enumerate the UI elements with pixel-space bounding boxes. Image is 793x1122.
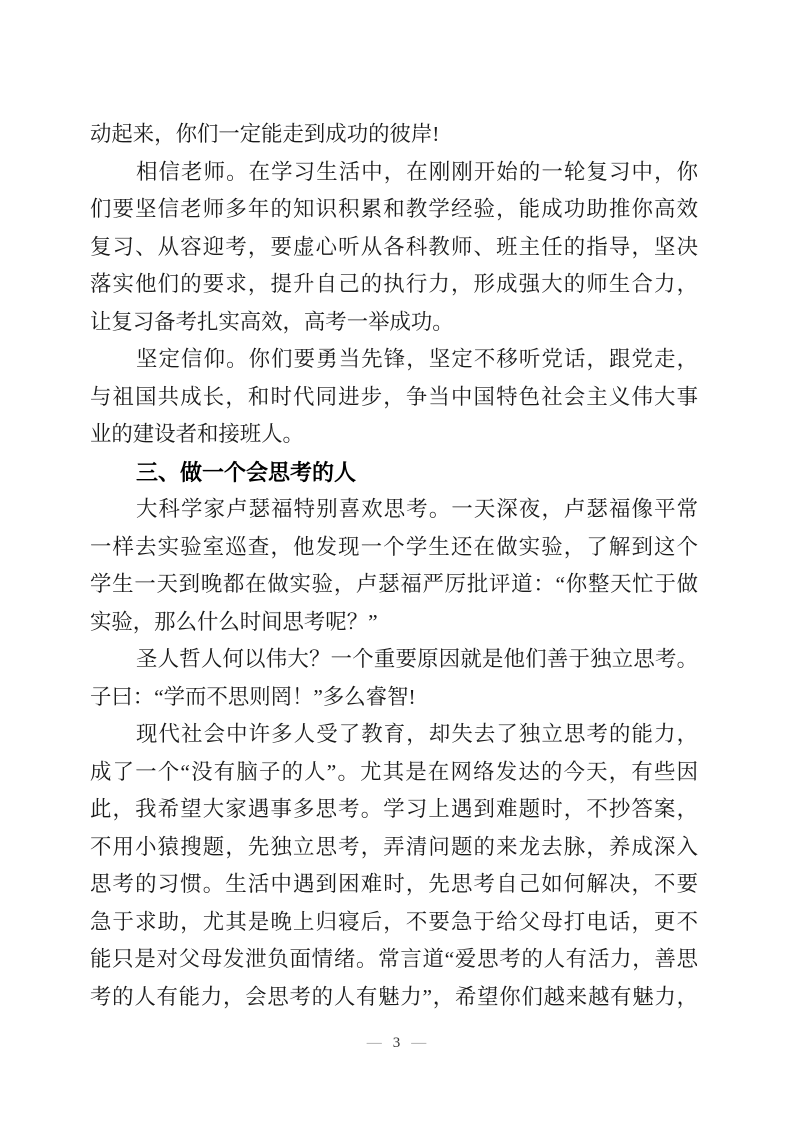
text-line: 不用小猿搜题，先独立思考，弄清问题的来龙去脉，养成深入 xyxy=(90,834,698,859)
text-line: 学生一天到晚都在做实验，卢瑟福严厉批评道：“你整天忙于做 xyxy=(90,572,698,596)
text-line: 子曰：“学而不思则罔！”多么睿智! xyxy=(90,684,416,709)
text-line: 圣人哲人何以伟大？一个重要原因就是他们善于独立思考。 xyxy=(136,647,698,671)
text-line: 现代社会中许多人受了教育，却失去了独立思考的能力， xyxy=(136,722,698,746)
footer-left-dash: — xyxy=(366,1035,382,1051)
text-line: 能只是对父母发泄负面情绪。常言道“爱思考的人有活力，善思 xyxy=(90,947,698,971)
text-line: 坚定信仰。你们要勇当先锋，坚定不移听党话，跟党走， xyxy=(136,347,698,371)
section-heading: 三、做一个会思考的人 xyxy=(136,459,357,485)
text-line: 成了一个“没有脑子的人”。尤其是在网络发达的今天，有些因 xyxy=(90,759,698,784)
footer-right-dash: — xyxy=(411,1035,427,1051)
document-body xyxy=(90,116,698,1016)
footer-page-number: 3 xyxy=(392,1035,401,1051)
text-line: 们要坚信老师多年的知识积累和教学经验，能成功助推你高效 xyxy=(90,197,698,221)
page-footer xyxy=(0,1033,793,1053)
text-line: 大科学家卢瑟福特别喜欢思考。一天深夜，卢瑟福像平常 xyxy=(136,497,698,521)
text-line: 急于求助，尤其是晚上归寝后，不要急于给父母打电话，更不 xyxy=(90,909,698,934)
text-line: 相信老师。在学习生活中，在刚刚开始的一轮复习中，你 xyxy=(136,159,698,184)
text-line: 一样去实验室巡查，他发现一个学生还在做实验，了解到这个 xyxy=(90,534,698,559)
text-line: 思考的习惯。生活中遇到困难时，先思考自己如何解决，不要 xyxy=(90,872,698,896)
text-line: 与祖国共成长，和时代同进步，争当中国特色社会主义伟大事 xyxy=(90,384,698,409)
text-line: 考的人有能力，会思考的人有魅力”，希望你们越来越有魅力， xyxy=(90,984,698,1009)
text-line: 复习、从容迎考，要虚心听从各科教师、班主任的指导，坚决 xyxy=(90,234,698,259)
text-line: 实验，那么什么时间思考呢？” xyxy=(90,609,378,634)
text-line: 此，我希望大家遇事多思考。学习上遇到难题时，不抄答案， xyxy=(90,797,698,821)
text-line: 动起来，你们一定能走到成功的彼岸! xyxy=(90,122,440,146)
text-line: 业的建设者和接班人。 xyxy=(90,422,304,446)
text-line: 让复习备考扎实高效，高考一举成功。 xyxy=(90,309,454,334)
text-line: 落实他们的要求，提升自己的执行力，形成强大的师生合力， xyxy=(90,272,698,296)
